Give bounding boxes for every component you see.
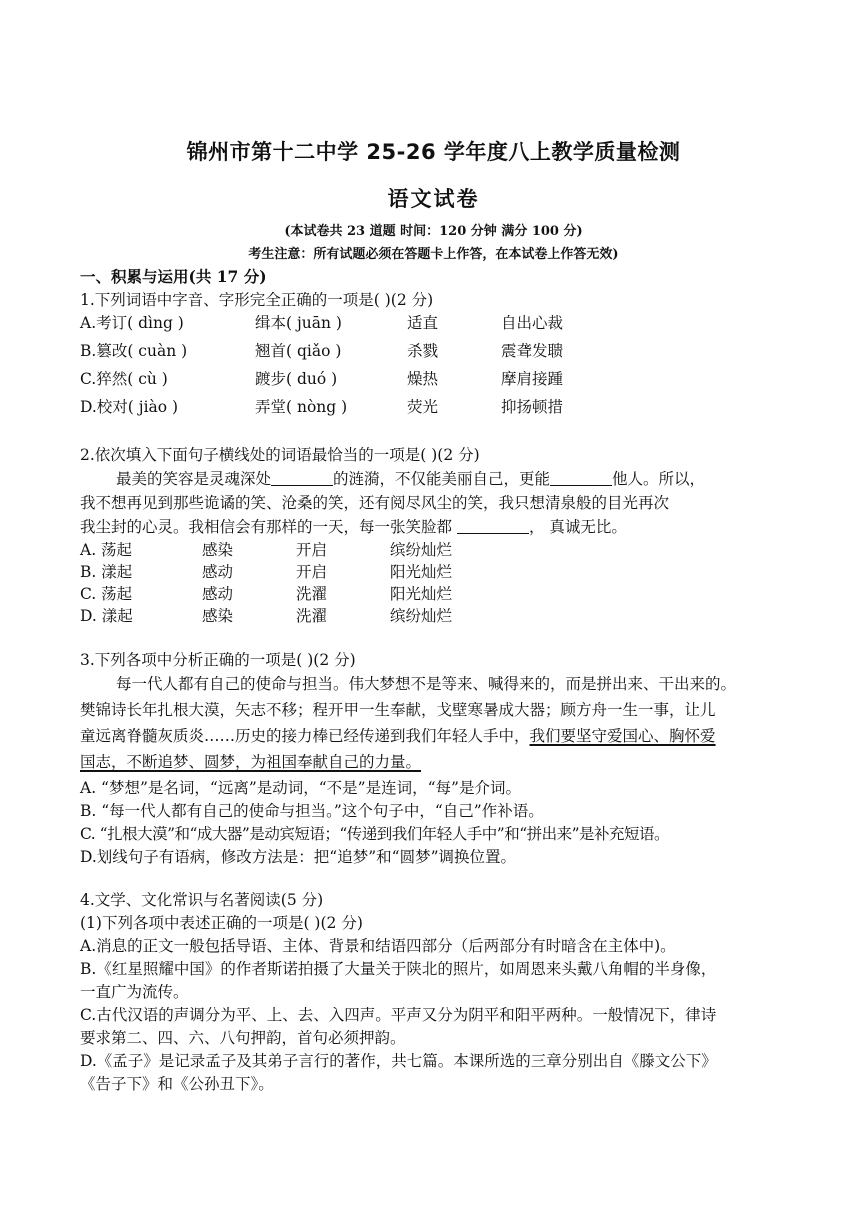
q2-b-4: 阳光灿烂 — [390, 563, 453, 581]
q1-a-4: 自出心裁 — [501, 314, 564, 332]
q1-b-1: B.篡改( cuàn ) — [80, 342, 188, 360]
q2-d-4: 缤纷灿烂 — [390, 607, 453, 625]
q3-option-a: A. “梦想”是名词，“远离”是动词，“不是”是连词，“每”是介词。 — [80, 779, 521, 797]
exam-title: 锦州市第十二中学 25-26 学年度八上教学质量检测 — [186, 140, 681, 164]
q4-stem: 4.文学、文化常识与名著阅读(5 分) — [80, 891, 324, 909]
q3-stem: 3.下列各项中分析正确的一项是( )(2 分) — [80, 651, 356, 669]
q3-option-b: B. “每一代人都有自己的使命与担当。”这个句子中，“自己”作补语。 — [80, 802, 544, 820]
q1-c-2: 踱步( duó ) — [255, 370, 338, 388]
q3-passage-line2: 樊锦诗长年扎根大漠，矢志不移；程开甲一生奉献，戈壁寒暑成大器；顾方舟一生一事，让儿 — [80, 701, 716, 719]
q1-b-4: 震聋发聩 — [501, 342, 564, 360]
q3-passage-line3 — [80, 724, 716, 746]
q3-option-c: C. “扎根大漠”和“成大器”是动宾短语；“传递到我们年轻人手中”和“拼出来”是补充短语。 — [80, 825, 670, 843]
q2-passage-line1 — [116, 467, 705, 489]
blank-line — [271, 470, 333, 486]
q2-b-2: 感动 — [202, 563, 234, 581]
q1-stem: 1.下列词语中字音、字形完全正确的一项是( )(2 分) — [80, 291, 434, 309]
q3-text: 童远离脊髓灰质炎……历史的接力棒已经传递到我们年轻人手中， — [80, 727, 530, 745]
exam-subtitle: 语文试卷 — [387, 187, 480, 211]
exam-info: (本试卷共 23 道题 时间：120 分钟 满分 100 分) — [284, 224, 583, 239]
q1-b-2: 翘首( qiǎo ) — [255, 342, 342, 360]
q2-d-2: 感染 — [202, 607, 234, 625]
q2-b-3: 开启 — [296, 563, 328, 581]
q2-a-2: 感染 — [202, 541, 234, 559]
q2-a-4: 缤纷灿烂 — [390, 541, 453, 559]
q1-c-3: 燥热 — [407, 370, 439, 388]
q2-c-2: 感动 — [202, 585, 234, 603]
blank-line — [457, 518, 529, 534]
q3-passage-line4: 国志，不断追梦、圆梦，为祖国奉献自己的力量。 — [80, 753, 422, 771]
q2-passage-line2: 我不想再见到那些诡谲的笑、沧桑的笑，还有阅尽风尘的笑，我只想清泉般的目光再次 — [80, 494, 670, 512]
q2-c-3: 洗濯 — [296, 585, 328, 603]
q1-d-3: 荧光 — [407, 398, 439, 416]
q3-option-d: D.划线句子有语病，修改方法是：把“追梦”和“圆梦”调换位置。 — [80, 848, 516, 866]
q2-text: 的涟漪，不仅能美丽自己，更能 — [333, 470, 551, 488]
q1-c-1: C.猝然( cù ) — [80, 370, 168, 388]
q2-c-1: C. 荡起 — [80, 585, 133, 603]
q3-passage-line1: 每一代人都有自己的使命与担当。伟大梦想不是等来、喊得来的，而是拼出来、干出来的。 — [116, 675, 737, 693]
q2-c-4: 阳光灿烂 — [390, 585, 453, 603]
q2-d-1: D. 漾起 — [80, 607, 133, 625]
q2-text: 他人。所以， — [612, 470, 706, 488]
q1-a-2: 缉本( juān ) — [255, 314, 342, 332]
q4-option-d-line2: 《告子下》和《公孙丑下》。 — [80, 1075, 274, 1093]
q1-c-4: 摩肩接踵 — [501, 370, 564, 388]
section-heading: 一、积累与运用(共 17 分) — [80, 267, 267, 286]
q2-text: ， 真诚无比。 — [528, 518, 627, 536]
q4-option-b-line1: B.《红星照耀中国》的作者斯诺拍摄了大量关于陕北的照片，如周恩来头戴八角帽的半身像， — [80, 960, 717, 978]
q1-d-4: 抑扬顿措 — [501, 398, 564, 416]
q3-underlined-sentence: 我们要坚守爱国心、胸怀爱 — [529, 727, 716, 745]
q4-option-c-line2: 要求第二、四、六、八句押韵，首句必须押韵。 — [80, 1029, 406, 1047]
exam-notice: 考生注意：所有试题必须在答题卡上作答，在本试卷上作答无效) — [248, 247, 619, 262]
q1-a-1: A.考订( dìng ) — [80, 314, 184, 332]
q4-option-c-line1: C.古代汉语的声调分为平、上、去、入四声。平声又分为阴平和阳平两种。一般情况下，律诗 — [80, 1006, 717, 1024]
q4-option-d-line1: D.《孟子》是记录孟子及其弟子言行的著作，共七篇。本课所选的三章分别出自《滕文公下》 — [80, 1052, 717, 1070]
q4-option-a: A.消息的正文一般包括导语、主体、背景和结语四部分（后两部分有时暗含在主体中)。 — [80, 937, 676, 955]
q4-sub-question: (1)下列各项中表述正确的一项是( )(2 分) — [80, 914, 363, 932]
q2-stem: 2.依次填入下面句子横线处的词语最恰当的一项是( )(2 分) — [80, 446, 480, 464]
q2-passage-line3 — [80, 515, 627, 537]
q1-a-3: 适直 — [407, 314, 439, 332]
q2-text: 最美的笑容是灵魂深处 — [116, 470, 272, 488]
q2-d-3: 洗濯 — [296, 607, 328, 625]
q2-a-1: A. 荡起 — [80, 541, 133, 559]
q2-b-1: B. 漾起 — [80, 563, 133, 581]
q2-a-3: 开启 — [296, 541, 328, 559]
q2-text: 我尘封的心灵。我相信会有那样的一天，每一张笑脸都 — [80, 518, 453, 536]
blank-line — [550, 470, 612, 486]
q1-d-1: D.校对( jiào ) — [80, 398, 179, 416]
q1-d-2: 弄堂( nòng ) — [255, 398, 348, 416]
q1-b-3: 杀戮 — [407, 342, 439, 360]
q4-option-b-line2: 一直广为流传。 — [80, 983, 189, 1001]
